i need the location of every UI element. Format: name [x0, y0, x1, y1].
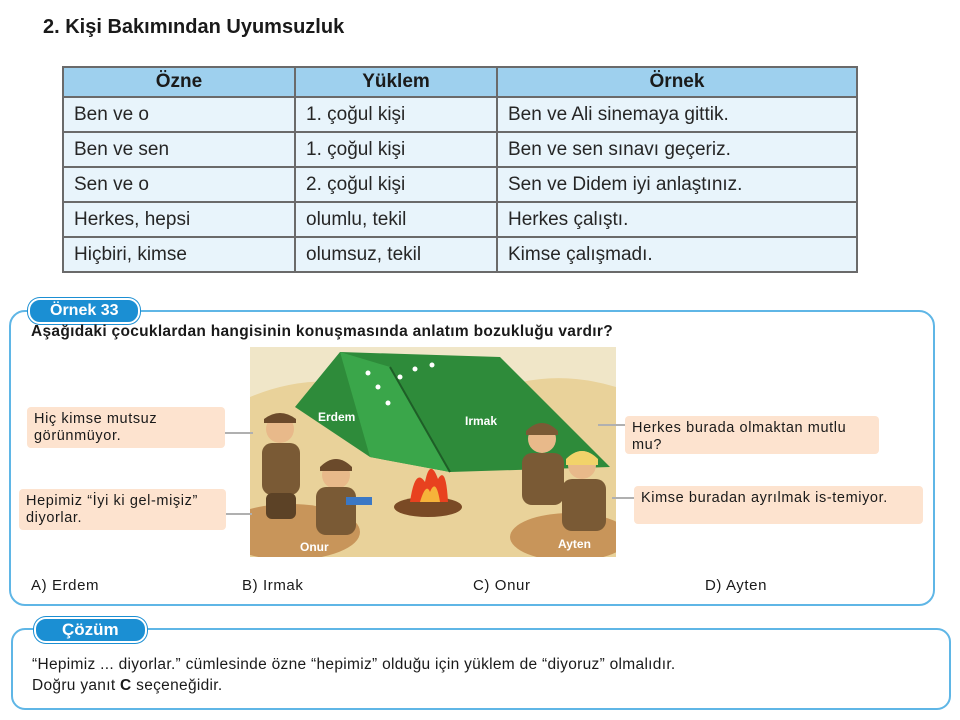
name-label-onur: Onur: [300, 540, 329, 554]
bubble-pointer: [598, 424, 625, 426]
name-label-irmak: Irmak: [465, 414, 498, 428]
agreement-table: [62, 66, 858, 273]
table-cell: Ben ve sen: [63, 132, 295, 167]
name-label-erdem: Erdem: [318, 410, 356, 424]
correct-answer: C: [120, 677, 132, 694]
table-cell: Sen ve o: [63, 167, 295, 202]
section-heading: 2. Kişi Bakımından Uyumsuzluk: [43, 16, 345, 38]
table-row: [63, 132, 857, 167]
column-header-subject: Özne: [63, 67, 295, 97]
speech-bubble-onur: Hepimiz “İyi ki gel-mişiz” diyorlar.: [19, 489, 226, 530]
table-cell: Herkes, hepsi: [63, 202, 295, 237]
table-cell: 1. çoğul kişi: [295, 97, 497, 132]
column-header-predicate: Yüklem: [295, 67, 497, 97]
table-cell: Ben ve o: [63, 97, 295, 132]
solution-explanation: “Hepimiz ... diyorlar.” cümlesinde özne “hepimiz” olduğu için yüklem de “diyoruz” olmalıdır.: [32, 656, 676, 673]
speech-bubble-ayten: Kimse buradan ayrılmak is-temiyor.: [634, 486, 923, 524]
camping-children-illustration: [250, 347, 616, 557]
table-row: [63, 237, 857, 272]
answer-prefix: Doğru yanıt: [32, 677, 116, 694]
answer-option-b[interactable]: B) Irmak: [242, 577, 304, 594]
speech-bubble-irmak: Herkes burada olmaktan mutlu mu?: [625, 416, 879, 454]
question-text: Aşağıdaki çocuklardan hangisinin konuşmasında anlatım bozukluğu vardır?: [31, 323, 614, 340]
table-cell: Ben ve sen sınavı geçeriz.: [497, 132, 857, 167]
name-label-ayten: Ayten: [558, 537, 591, 551]
bubble-pointer: [225, 432, 253, 434]
table-header-row: [63, 67, 857, 97]
table-row: [63, 202, 857, 237]
bubble-pointer: [612, 497, 634, 499]
table-cell: olumlu, tekil: [295, 202, 497, 237]
answer-option-c[interactable]: C) Onur: [473, 577, 531, 594]
column-header-example: Örnek: [497, 67, 857, 97]
speech-bubble-erdem: Hiç kimse mutsuz görünmüyor.: [27, 407, 225, 448]
table-cell: 2. çoğul kişi: [295, 167, 497, 202]
table-cell: Hiçbiri, kimse: [63, 237, 295, 272]
answer-suffix: seçeneğidir.: [136, 677, 223, 694]
table-cell: Ben ve Ali sinemaya gittik.: [497, 97, 857, 132]
solution-text: [32, 654, 947, 696]
table-cell: olumsuz, tekil: [295, 237, 497, 272]
bubble-pointer: [226, 513, 252, 515]
table-row: [63, 167, 857, 202]
answer-option-d[interactable]: D) Ayten: [705, 577, 768, 594]
table-cell: Sen ve Didem iyi anlaştınız.: [497, 167, 857, 202]
table-row: [63, 97, 857, 132]
table-cell: Kimse çalışmadı.: [497, 237, 857, 272]
answer-option-a[interactable]: A) Erdem: [31, 577, 100, 594]
table-cell: Herkes çalıştı.: [497, 202, 857, 237]
table-cell: 1. çoğul kişi: [295, 132, 497, 167]
example-label: Örnek 33: [28, 298, 140, 324]
solution-label: Çözüm: [34, 617, 147, 643]
solution-answer-line: [32, 675, 947, 696]
